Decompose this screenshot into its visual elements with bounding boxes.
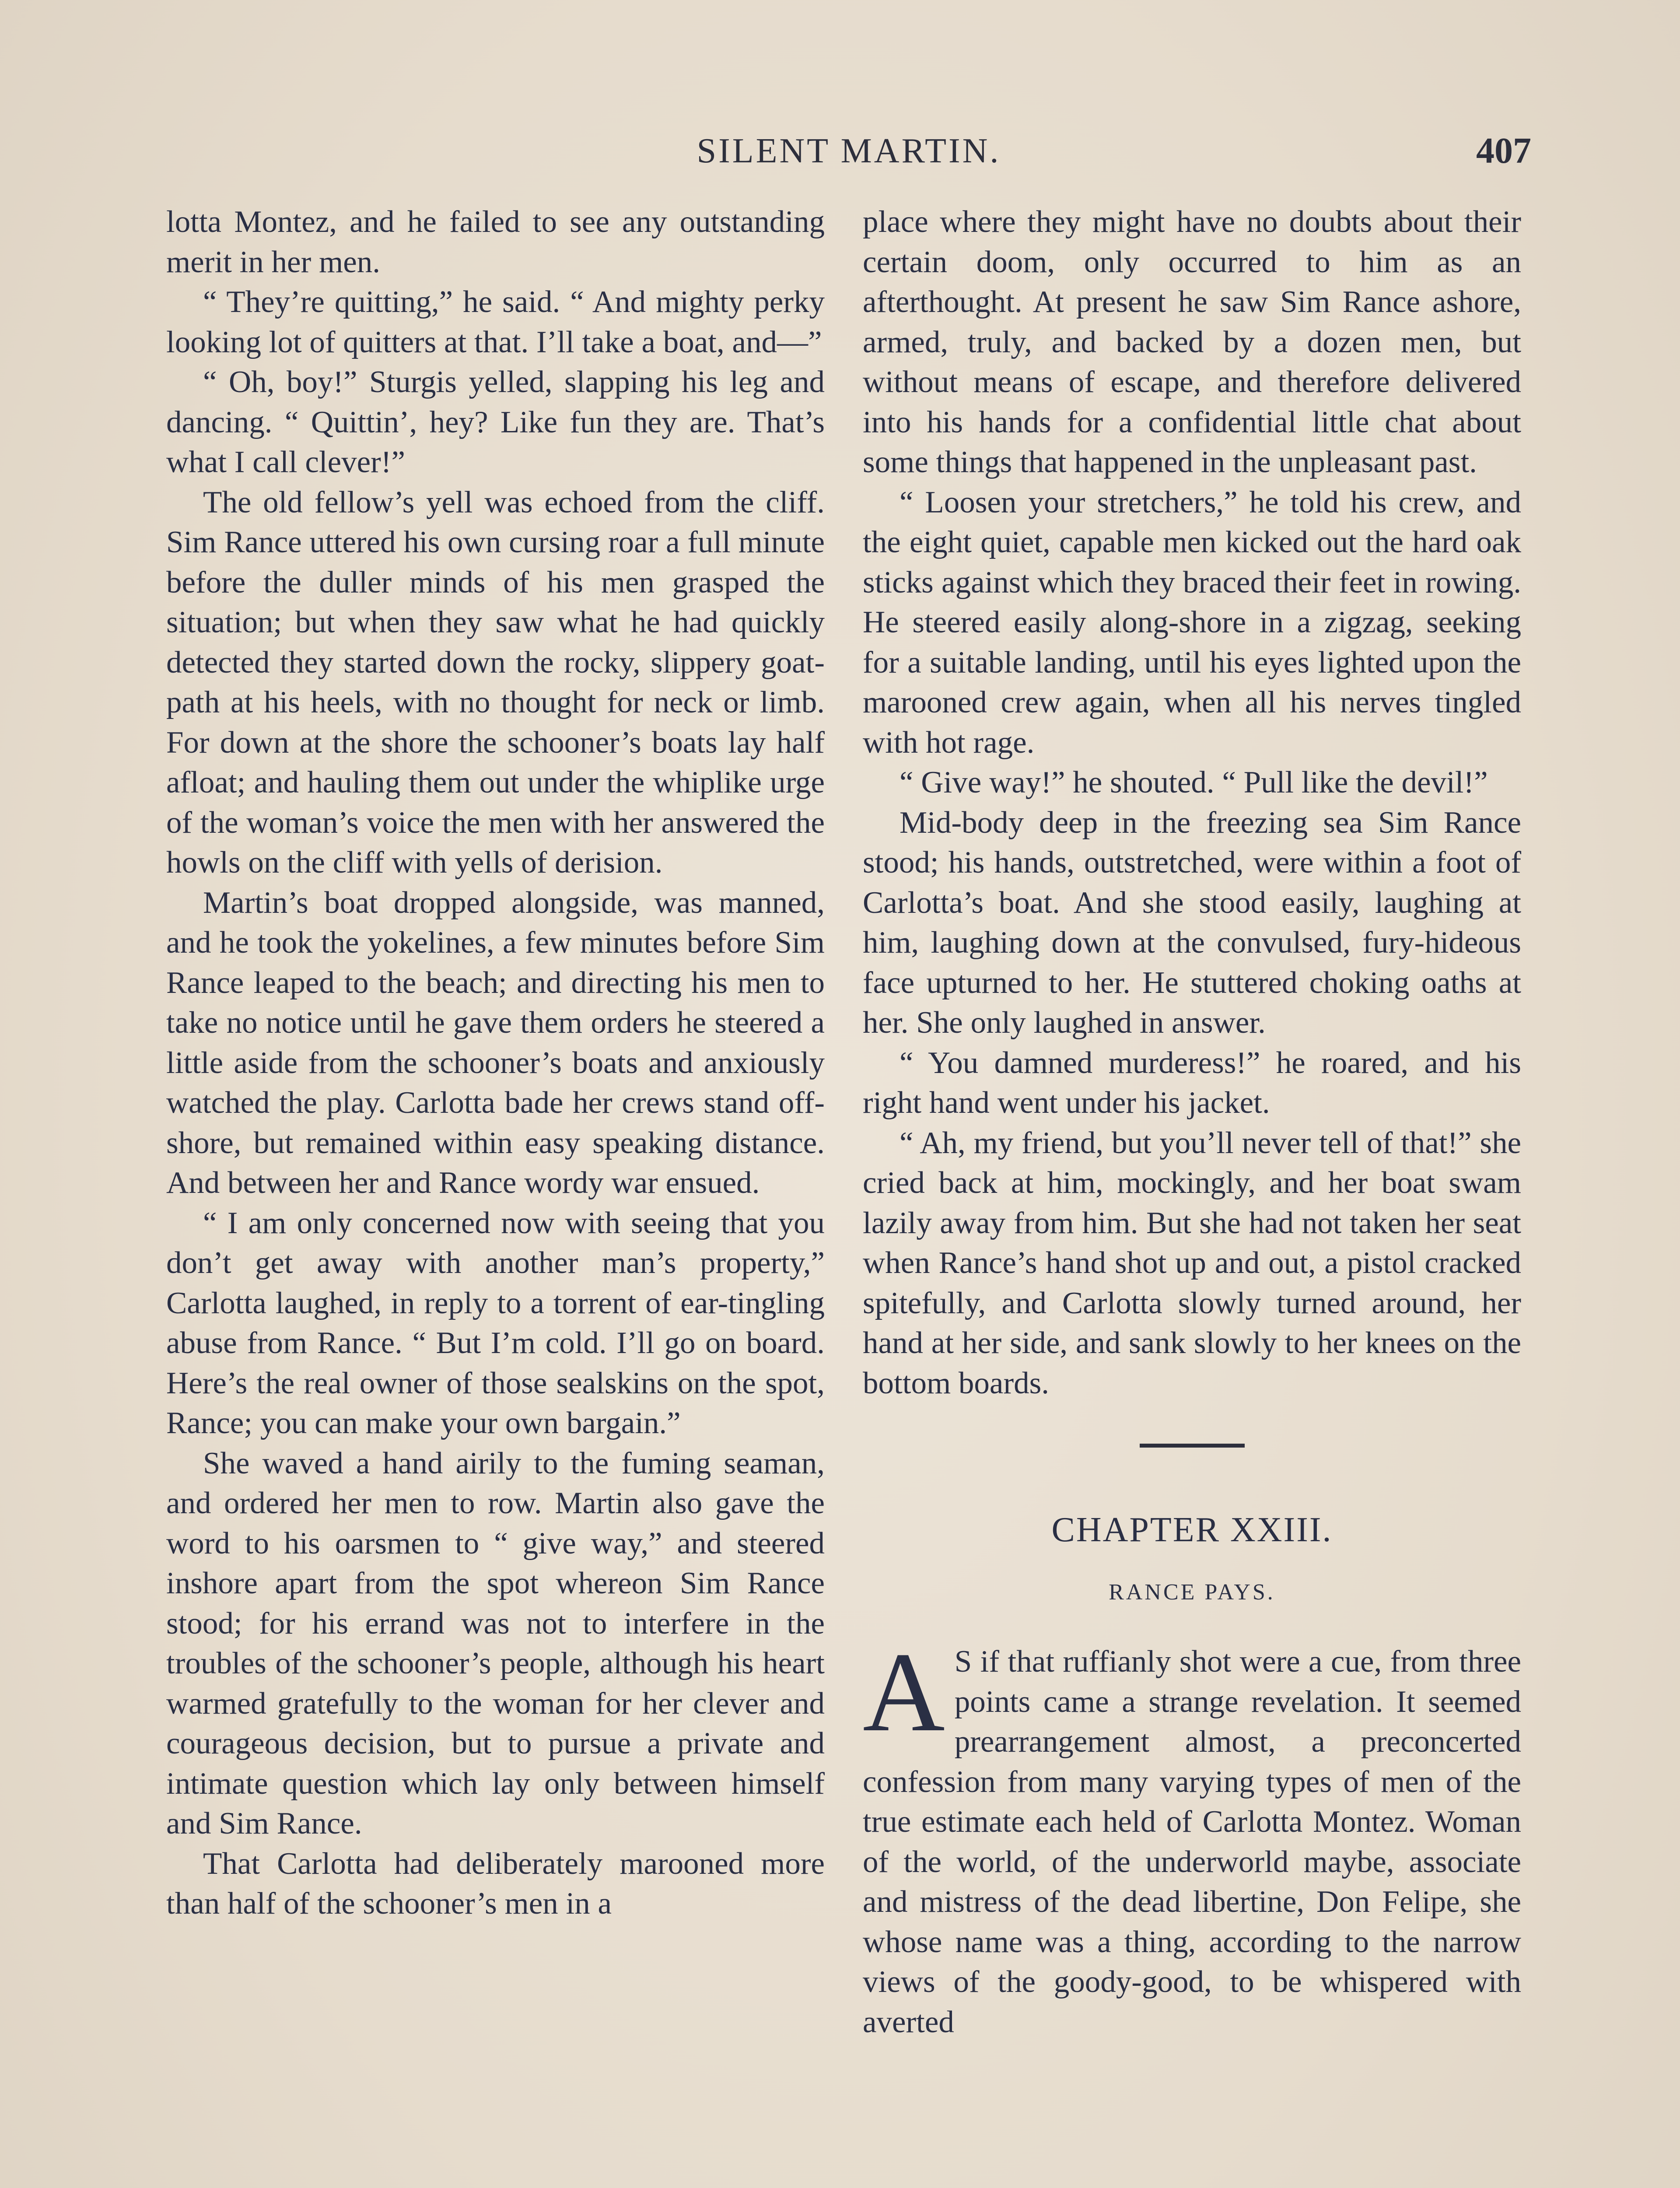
paragraph: place where they might have no doubts about their certain doom, only occurred to him as an afterthought. At present he saw Sim Rance ashore, armed, truly, and backed by a dozen men, but without means of escape, and therefore delivered into his hands for a confidential little chat about some things that happened in the unpleasant past. — [863, 205, 1521, 479]
paragraph: She waved a hand airily to the fuming seaman, and ordered her men to row. Martin also gave the word to his oarsmen to “ give way,” and steered inshore apart from the spot whereon Sim Rance stood; for his errand was not to interfere in the troubles of the schooner’s people, although his heart warmed gratefully to the woman for her clever and courageous decision, but to pursue a private and intimate question which lay only between himself and Sim Rance. — [166, 1446, 825, 1841]
paragraph: Mid-body deep in the freezing sea Sim Rance stood; his hands, outstretched, were within a foot of Carlotta’s boat. And she stood easily, laughing at him, laughing down at the convulsed, fury-hideous face upturned to her. He stuttered choking oaths at her. She only laughed in answer. — [863, 805, 1521, 1040]
page-number: 407 — [1476, 130, 1531, 171]
running-title: SILENT MARTIN. — [696, 132, 1001, 170]
paragraph: “ Ah, my friend, but you’ll never tell of that!” she cried back at him, mockingly, and her boat swam lazily away from him. But she had not taken her seat when Rance’s hand shot up and out, a pistol cracked spitefully, and Carlotta slowly turned around, her hand at her side, and sank slowly to her knees on the bottom boards. — [863, 1126, 1521, 1400]
paragraph: “ They’re quitting,” he said. “ And mighty perky looking lot of quitters at that. I’ll take a boat, and—” — [166, 285, 825, 359]
paragraph: lotta Montez, and he failed to see any outstanding merit in her men. — [166, 205, 825, 279]
left-column — [166, 202, 825, 1924]
paragraph: “ I am only concerned now with seeing that you don’t get away with another man’s property,” Carlotta laughed, in reply to a torrent of ear-tingling abuse from Rance. “ But I’m cold. I’ll go on board. Here’s the real owner of those sealskins on the spot, Rance; you can make your own bargain.” — [166, 1206, 825, 1440]
paragraph: “ Loosen your stretchers,” he told his crew, and the eight quiet, capable men kicked out the hard oak sticks against which they braced their feet in rowing. He steered easily along-shore in a zigzag, seeking for a suitable landing, until his eyes lighted upon the marooned crew again, when all his nerves tingled with hot rage. — [863, 485, 1521, 760]
chapter-opening-paragraph — [863, 1629, 1521, 2042]
paragraph: “ Oh, boy!” Sturgis yelled, slapping his leg and dancing. “ Quittin’, hey? Like fun they are. That’s what I call clever!” — [166, 365, 825, 479]
running-head — [166, 127, 1531, 175]
right-column — [863, 202, 1521, 2042]
chapter-title: CHAPTER XXIII. — [1051, 1511, 1333, 1549]
paragraph: “ You damned murderess!” he roared, and his right hand went under his jacket. — [863, 1045, 1521, 1120]
chapter-opening-text: S if that ruffianly shot were a cue, from three points came a strange revelation. It seemed prearrangement almost, a preconcerted confession from many varying types of men of the true estimate each held of Carlotta Montez. Woman of the world, of the underworld maybe, associate and mistress of the dead libertine, Don Felipe, she whose name was a thing, according to the narrow views of the goody-good, to be whispered with averted — [863, 1645, 1521, 2039]
drop-cap: A — [863, 1629, 945, 1755]
paragraph: Martin’s boat dropped alongside, was manned, and he took the yokelines, a few minutes before Sim Rance leaped to the beach; and directing his men to take no notice until he gave them orders he steered a little aside from the schooner’s boats and anxiously watched the play. Carlotta bade her crews stand off-shore, but remained within easy speaking distance. And between her and Rance wordy war ensued. — [166, 885, 825, 1200]
section-divider — [1140, 1444, 1245, 1448]
chapter-subtitle: RANCE PAYS. — [1109, 1580, 1275, 1605]
paragraph: That Carlotta had deliberately marooned more than half of the schooner’s men in a — [166, 1846, 825, 1921]
paragraph: The old fellow’s yell was echoed from the cliff. Sim Rance uttered his own cursing roar a full minute before the duller minds of his men grasped the situation; but when they saw what he had quickly detected they started down the rocky, slippery goat-path at his heels, with no thought for neck or limb. For down at the shore the schooner’s boats lay half afloat; and hauling them out under the whiplike urge of the woman’s voice the men with her answered the howls on the cliff with yells of derision. — [166, 485, 825, 880]
paragraph: “ Give way!” he shouted. “ Pull like the devil!” — [900, 765, 1488, 799]
